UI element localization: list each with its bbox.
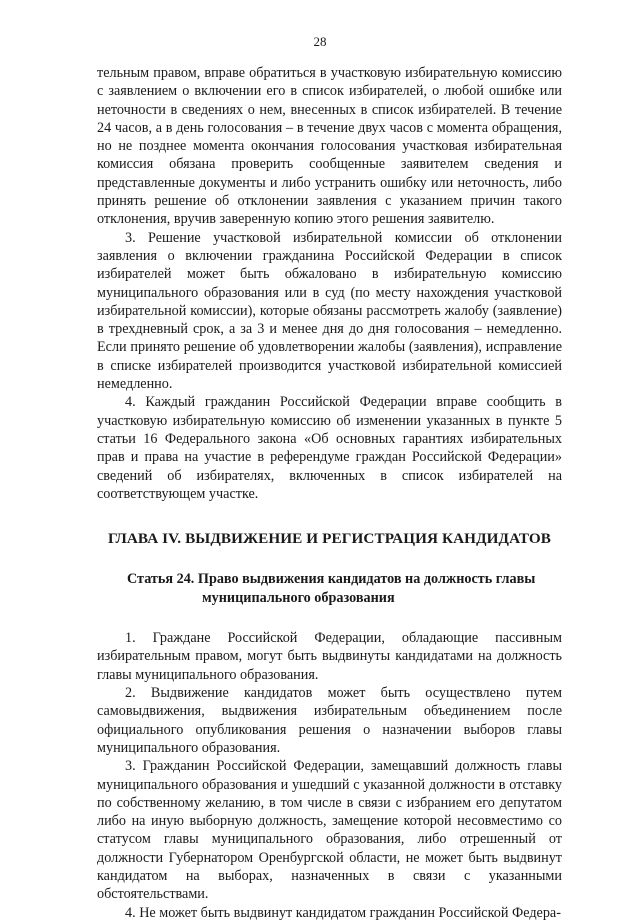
article-body xyxy=(97,629,562,922)
article-paragraph-1: 1. Граждане Российской Федерации, обладающие пассивным избирательным правом, могут быть выдвинуты кандидатами на должность главы муниципального образования. xyxy=(97,630,562,683)
article-title xyxy=(97,570,562,607)
article-title-line-1: Статья 24. Право выдвижения кандидатов на должность главы xyxy=(127,571,536,588)
paragraph-item-4: 4. Каждый гражданин Российской Федерации вправе сообщить в участковую избирательную комиссию об изменении указанных в пункте 5 статьи 16 Федерального закона «Об основных гарантиях избирательных прав и права на участие в референдуме граждан Российской Федерации» сведений об избирателях, включенных в список избирателей на соответствующем участке. xyxy=(97,394,562,502)
article-paragraph-3: 3. Гражданин Российской Федерации, замещавший должность главы муниципального образования и ушедший с указанной должности в отставку по собственному желанию, в том числе в связи с избранием его депутатом либо на иную выборную должность, замещение которой несовместимо со статусом главы муниципального образования, либо отрешенный от должности Губернатором Оренбургской области, не может быть выдвинут кандидатом на выборах, назначенных в связи с указанными обстоятельствами. xyxy=(97,758,562,903)
chapter-title: ГЛАВА IV. ВЫДВИЖЕНИЕ И РЕГИСТРАЦИЯ КАНДИДАТОВ xyxy=(107,530,552,548)
article-paragraph-2: 2. Выдвижение кандидатов может быть осуществлено путем самовыдвижения, выдвижения избирательным объединением после официального опубликования решения о назначении выборов главы муниципального образования. xyxy=(97,685,562,756)
document-body xyxy=(97,64,562,922)
paragraph-continuation: тельным правом, вправе обратиться в участковую избирательную комиссию с заявлением о включении его в список избирателей, о любой ошибке или неточности в сведениях о нем, внесенных в список избирателей. В течение 24 часов, а в день голосования – в течение двух часов с момента обращения, но не позднее момента окончания голосования участковая избирательная комиссия обязана проверить сообщенные заявителем сведения и представленные документы и либо устранить ошибку или неточность, либо принять решение об отклонении заявления с указанием причин такого отклонения, вручив заверенную копию этого решения заявителю. xyxy=(97,65,562,228)
paragraph-item-3: 3. Решение участковой избирательной комиссии об отклонении заявления о включении гражданина Российской Федерации в список избирателей может быть обжаловано в избирательную комиссию муниципального образования или в суд (по месту нахождения участковой избирательной комиссии), которые обязаны рассмотреть жалобу (заявление) в трехдневный срок, а за 3 и менее дня до дня голосования – немедленно. Если принято решение об удовлетворении жалобы (заявления), исправление в списке избирателей производится участковой избирательной комиссией немедленно. xyxy=(97,229,562,393)
article-paragraph-4: 4. Не может быть выдвинут кандидатом гражданин Российской Федера- xyxy=(125,904,561,921)
article-title-line-2: муниципального образования xyxy=(202,589,395,606)
page-number: 28 xyxy=(313,34,327,49)
